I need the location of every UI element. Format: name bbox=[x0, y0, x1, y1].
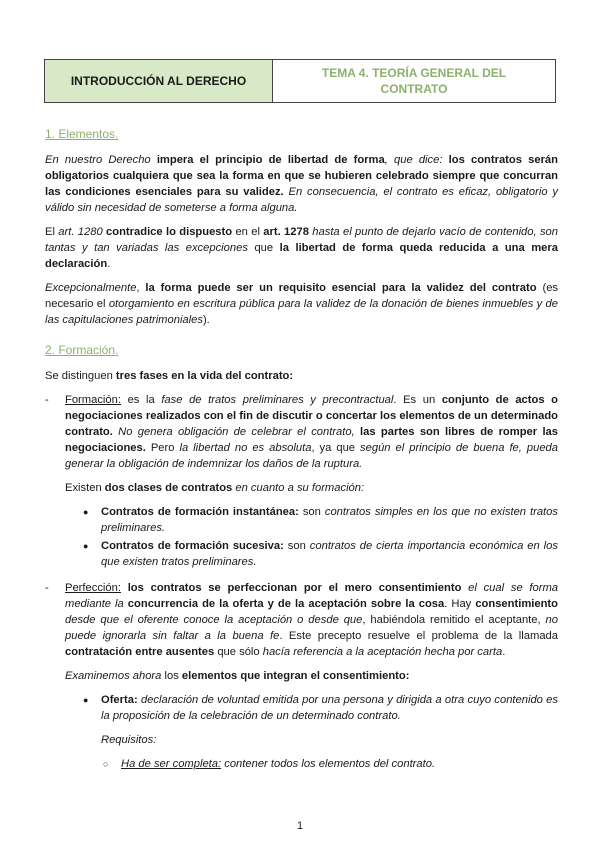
dash-marker: - bbox=[45, 582, 49, 594]
bullet-icon: ● bbox=[83, 541, 89, 551]
sub-bullet-list bbox=[65, 756, 558, 772]
dash-marker: - bbox=[45, 394, 49, 406]
paragraph-tres-fases: Se distinguen tres fases en la vida del contrato: bbox=[45, 370, 294, 382]
paragraph-art-1280: El art. 1280 contradice lo dispuesto en el art. 1278 hasta el punto de dejarlo vacío de contenido, son tantas y tan variadas las excepciones que la libertad de forma queda reducida a una mera declaración. bbox=[45, 226, 558, 270]
paragraph-libertad-forma: En nuestro Derecho impera el principio de libertad de forma, que dice: los contratos serán obligatorios cualquiera que sea la forma en que se hubieren celebrado siempre que concurran las condiciones esenciales para su validez. En consecuencia, el contrato es eficaz, obligatorio y válido sin necesidad de someterse a forma alguna. bbox=[45, 154, 558, 214]
paragraph-examinemos: Examinemos ahora los elementos que integran el consentimiento: bbox=[65, 670, 410, 682]
paragraph-perfeccion: Perfección: los contratos se perfeccionan por el mero consentimiento el cual se forma mediante la concurrencia de la oferta y de la aceptación sobre la cosa. Hay consentimiento desde que el oferente conoce la aceptación o desde que, habiéndola remitido el aceptante, no puede ignorarla sin faltar a la buena fe. Este precepto resuelve el problema de la llamada contratación entre ausentes que sólo hacía referencia a la aceptación hecha por carta. bbox=[65, 582, 558, 658]
list-item: ○ Ha de ser completa: contener todos los elementos del contrato. bbox=[103, 758, 436, 770]
topic-title: TEMA 4. TEORÍA GENERAL DEL CONTRATO bbox=[321, 66, 507, 96]
circle-bullet-icon: ○ bbox=[103, 759, 109, 769]
header-table bbox=[44, 59, 556, 103]
paragraph-formacion: Formación: es la fase de tratos preliminares y precontractual. Es un conjunto de actos o negociaciones realizados con el fin de discutir o concertar los elementos de un determinado contrato. No genera obligación de celebrar el contrato, las partes son libres de romper las negociaciones. Pero la libertad no es absoluta, ya que según el principio de buena fe, pueda generar la obligación de indemnizar los daños de la ruptura. bbox=[65, 394, 558, 470]
bullet-list-consentimiento bbox=[65, 692, 558, 724]
page-number: 1 bbox=[296, 820, 304, 832]
bullet-icon: ● bbox=[83, 695, 89, 705]
list-item-oferta: ● Oferta: declaración de voluntad emitida por una persona y dirigida a otra cuyo contenido es la proposición de la celebración de un determinado contrato. bbox=[83, 694, 558, 722]
paragraph-excepcionalmente: Excepcionalmente, la forma puede ser un requisito esencial para la validez del contrato (es necesario el otorgamiento en escritura pública para la validez de la donación de bienes inmuebles y de las capitulaciones patrimoniales). bbox=[45, 282, 559, 326]
document-body bbox=[45, 126, 558, 782]
section-heading-formacion: 2. Formación. bbox=[45, 343, 119, 357]
section-heading-elementos: 1. Elementos. bbox=[45, 127, 119, 141]
paragraph-clases-contratos: Existen dos clases de contratos en cuanto a su formación: bbox=[65, 482, 365, 494]
list-item: ● Contratos de formación instantánea: son contratos simples en los que no existen tratos preliminares. bbox=[83, 506, 558, 534]
bullet-list-clases bbox=[65, 504, 558, 570]
course-title: INTRODUCCIÓN AL DERECHO bbox=[45, 60, 273, 102]
bullet-icon: ● bbox=[83, 507, 89, 517]
list-item-formacion bbox=[45, 392, 558, 570]
list-item-perfeccion bbox=[45, 580, 558, 772]
list-item: ● Contratos de formación sucesiva: son contratos de cierta importancia económica en los que existen tratos preliminares. bbox=[83, 540, 558, 568]
requisitos-label: Requisitos: bbox=[101, 734, 157, 746]
